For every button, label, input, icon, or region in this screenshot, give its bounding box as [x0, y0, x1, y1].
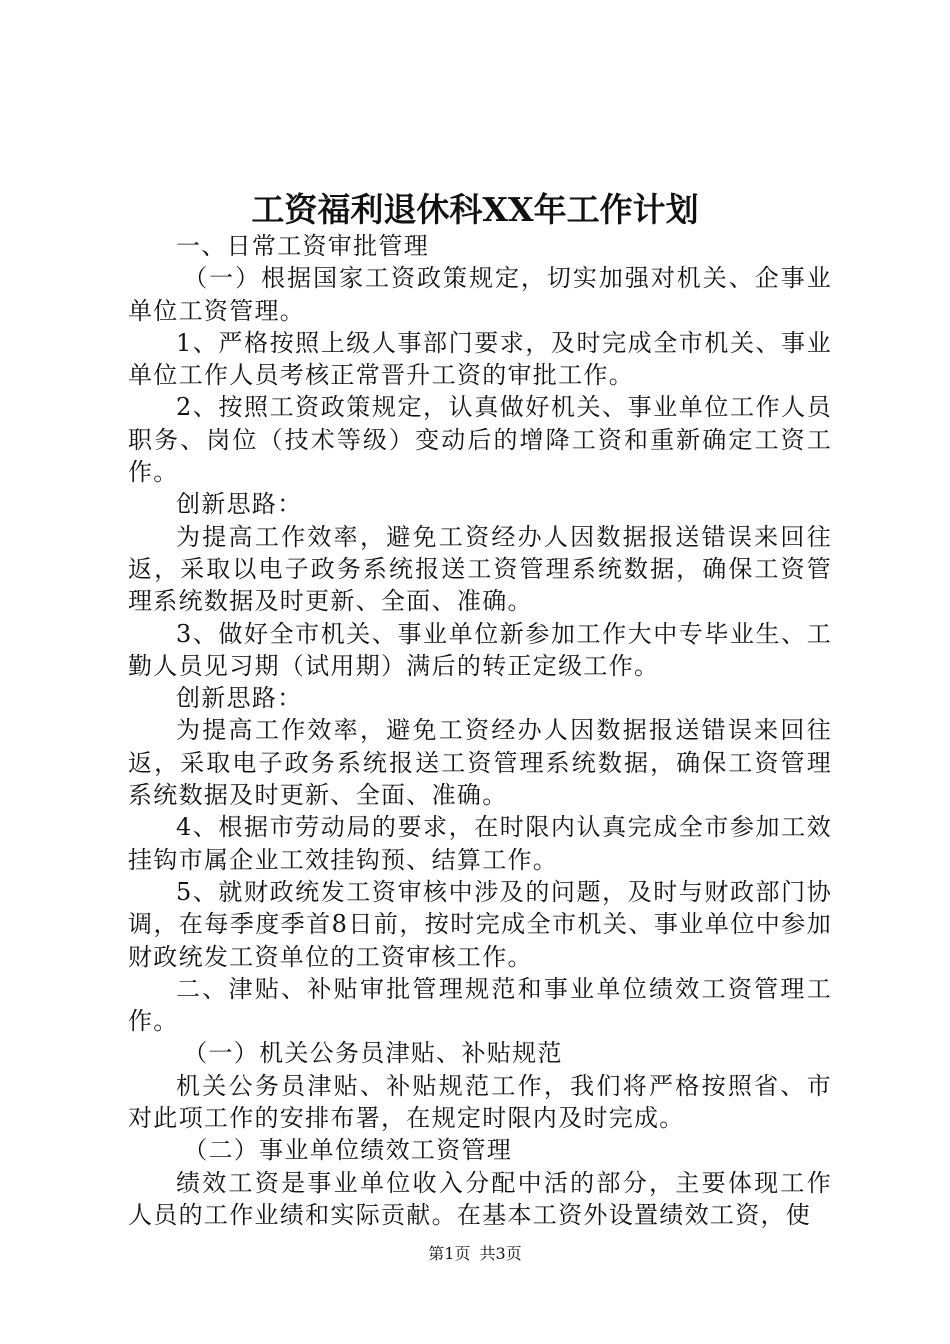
section-heading-2: 二、津贴、补贴审批管理规范和事业单位绩效工资管理工作。 [128, 974, 832, 1036]
paragraph-text-1: 机关公务员津贴、补贴规范工作，我们将严格按照省、市对此项工作的安排布署，在规定时限内及时完成。 [128, 1071, 832, 1133]
innovation-text-2: 为提高工作效率，避免工资经办人因数据报送错误来回往返，采取电子政务系统报送工资管理系统数据，确保工资管理系统数据及时更新、全面、准确。 [128, 716, 832, 810]
page-number: 第1页 [428, 1244, 471, 1263]
list-item-5: 5、就财政统发工资审核中涉及的问题，及时与财政部门协调，在每季度季首8日前，按时完成全市机关、事业单位中参加财政统发工资单位的工资审核工作。 [128, 877, 832, 971]
list-item-3: 3、做好全市机关、事业单位新参加工作大中专毕业生、工勤人员见习期（试用期）满后的转正定级工作。 [128, 619, 832, 680]
page-footer [0, 1244, 950, 1264]
list-item-4: 4、根据市劳动局的要求，在时限内认真完成全市参加工效挂钩市属企业工效挂钩预、结算工作。 [128, 813, 832, 874]
list-item-1: 1、严格按照上级人事部门要求，及时完成全市机关、事业单位工作人员考核正常晋升工资的审批工作。 [128, 328, 832, 390]
innovation-label-2: 创新思路： [176, 684, 303, 713]
document-body [128, 230, 832, 1231]
document-title: 工资福利退休科XX年工作计划 [251, 190, 699, 229]
subsection-heading-1-1: （一）根据国家工资政策规定，切实加强对机关、企事业单位工资管理。 [128, 264, 832, 325]
section-heading-1: 一、日常工资审批管理 [176, 232, 429, 260]
subsection-heading-2-1: （一）机关公务员津贴、补贴规范 [183, 1039, 563, 1068]
page-total: 共3页 [479, 1244, 522, 1263]
list-item-2: 2、按照工资政策规定，认真做好机关、事业单位工作人员职务、岗位（技术等级）变动后的增降工资和重新确定工资工作。 [128, 393, 832, 487]
innovation-label-1: 创新思路： [176, 490, 303, 519]
innovation-text-1: 为提高工作效率，避免工资经办人因数据报送错误来回往返，采取以电子政务系统报送工资管理系统数据，确保工资管理系统数据及时更新、全面、准确。 [128, 522, 832, 616]
paragraph-text-2: 绩效工资是事业单位收入分配中活的部分，主要体现工作人员的工作业绩和实际贡献。在基本工资外设置绩效工资，使 [128, 1168, 832, 1229]
subsection-heading-2-2: （二）事业单位绩效工资管理 [183, 1136, 513, 1165]
